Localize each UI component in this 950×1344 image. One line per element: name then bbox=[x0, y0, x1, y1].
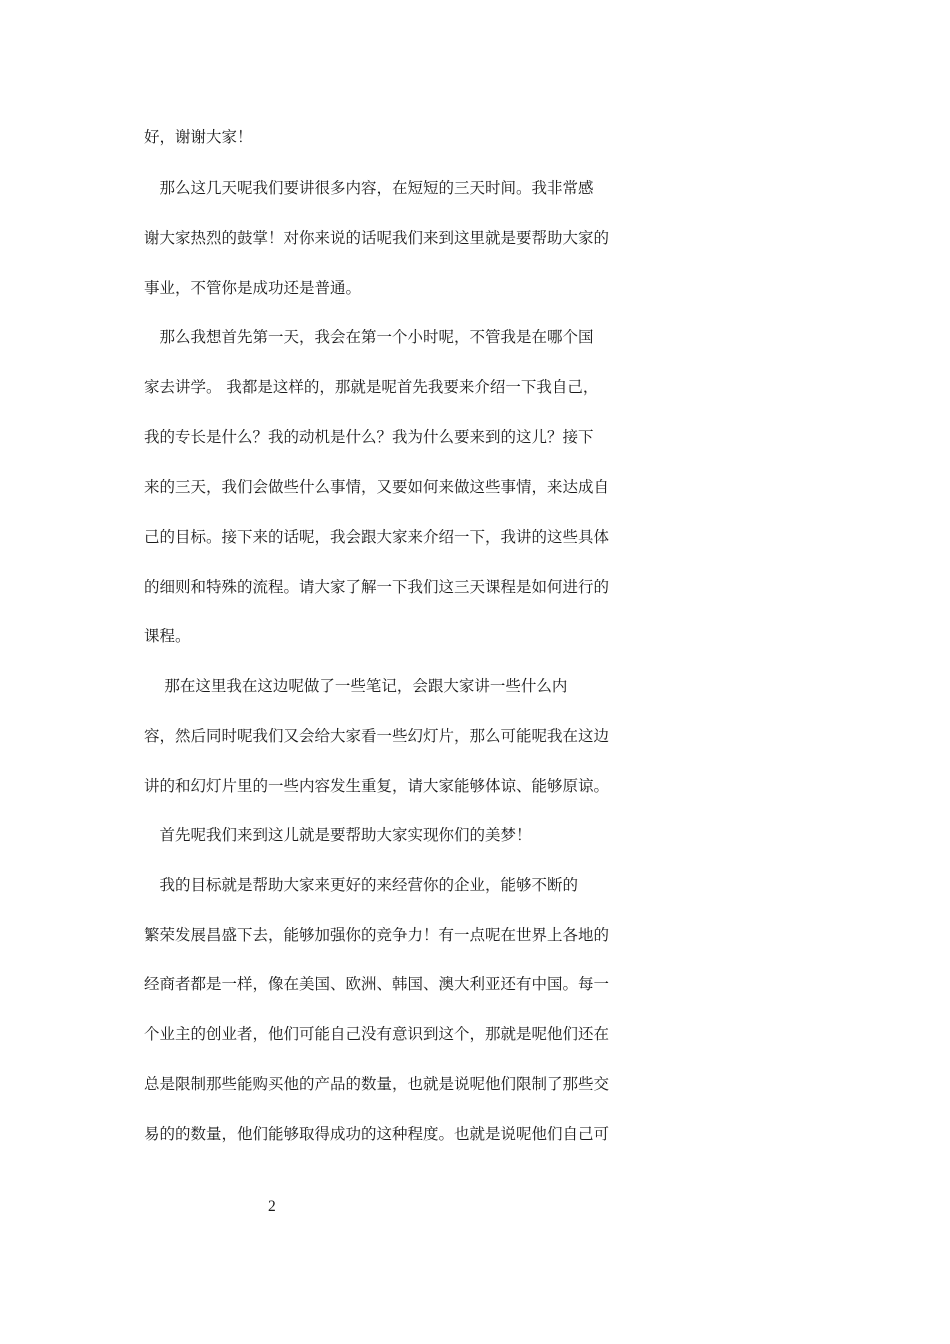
text-line: 课程。 bbox=[144, 627, 191, 645]
text-line: 家去讲学。 我都是这样的，那就是呢首先我要来介绍一下我自己， bbox=[144, 378, 599, 396]
text-line: 繁荣发展昌盛下去，能够加强你的竞争力！有一点呢在世界上各地的 bbox=[144, 926, 610, 944]
text-line: 经商者都是一样，像在美国、欧洲、韩国、澳大利亚还有中国。每一 bbox=[144, 975, 610, 993]
text-line: 好，谢谢大家！ bbox=[144, 128, 253, 146]
text-line: 那在这里我在这边呢做了一些笔记，会跟大家讲一些什么内 bbox=[144, 677, 568, 695]
text-line: 的细则和特殊的流程。请大家了解一下我们这三天课程是如何进行的 bbox=[144, 578, 610, 596]
text-line: 容，然后同时呢我们又会给大家看一些幻灯片，那么可能呢我在这边 bbox=[144, 727, 610, 745]
text-line: 我的目标就是帮助大家来更好的来经营你的企业，能够不断的 bbox=[144, 876, 579, 894]
text-line: 讲的和幻灯片里的一些内容发生重复，请大家能够体谅、能够原谅。 bbox=[144, 777, 610, 795]
text-line: 那么这几天呢我们要讲很多内容，在短短的三天时间。我非常感 bbox=[144, 179, 594, 197]
text-line: 谢大家热烈的鼓掌！对你来说的话呢我们来到这里就是要帮助大家的 bbox=[144, 229, 610, 247]
text-line: 首先呢我们来到这儿就是要帮助大家实现你们的美梦！ bbox=[144, 826, 532, 844]
text-line: 个业主的创业者，他们可能自己没有意识到这个，那就是呢他们还在 bbox=[144, 1025, 610, 1043]
text-line: 总是限制那些能购买他的产品的数量，也就是说呢他们限制了那些交 bbox=[144, 1075, 610, 1093]
page-number: 2 bbox=[268, 1198, 276, 1215]
text-line: 那么我想首先第一天，我会在第一个小时呢，不管我是在哪个国 bbox=[144, 328, 594, 346]
text-line: 事业，不管你是成功还是普通。 bbox=[144, 279, 362, 297]
text-line: 己的目标。接下来的话呢，我会跟大家来介绍一下，我讲的这些具体 bbox=[144, 528, 610, 546]
text-line: 我的专长是什么？我的动机是什么？我为什么要来到的这儿？接下 bbox=[144, 428, 594, 446]
text-line: 易的的数量，他们能够取得成功的这种程度。也就是说呢他们自己可 bbox=[144, 1125, 610, 1143]
text-line: 来的三天，我们会做些什么事情，又要如何来做这些事情，来达成自 bbox=[144, 478, 610, 496]
